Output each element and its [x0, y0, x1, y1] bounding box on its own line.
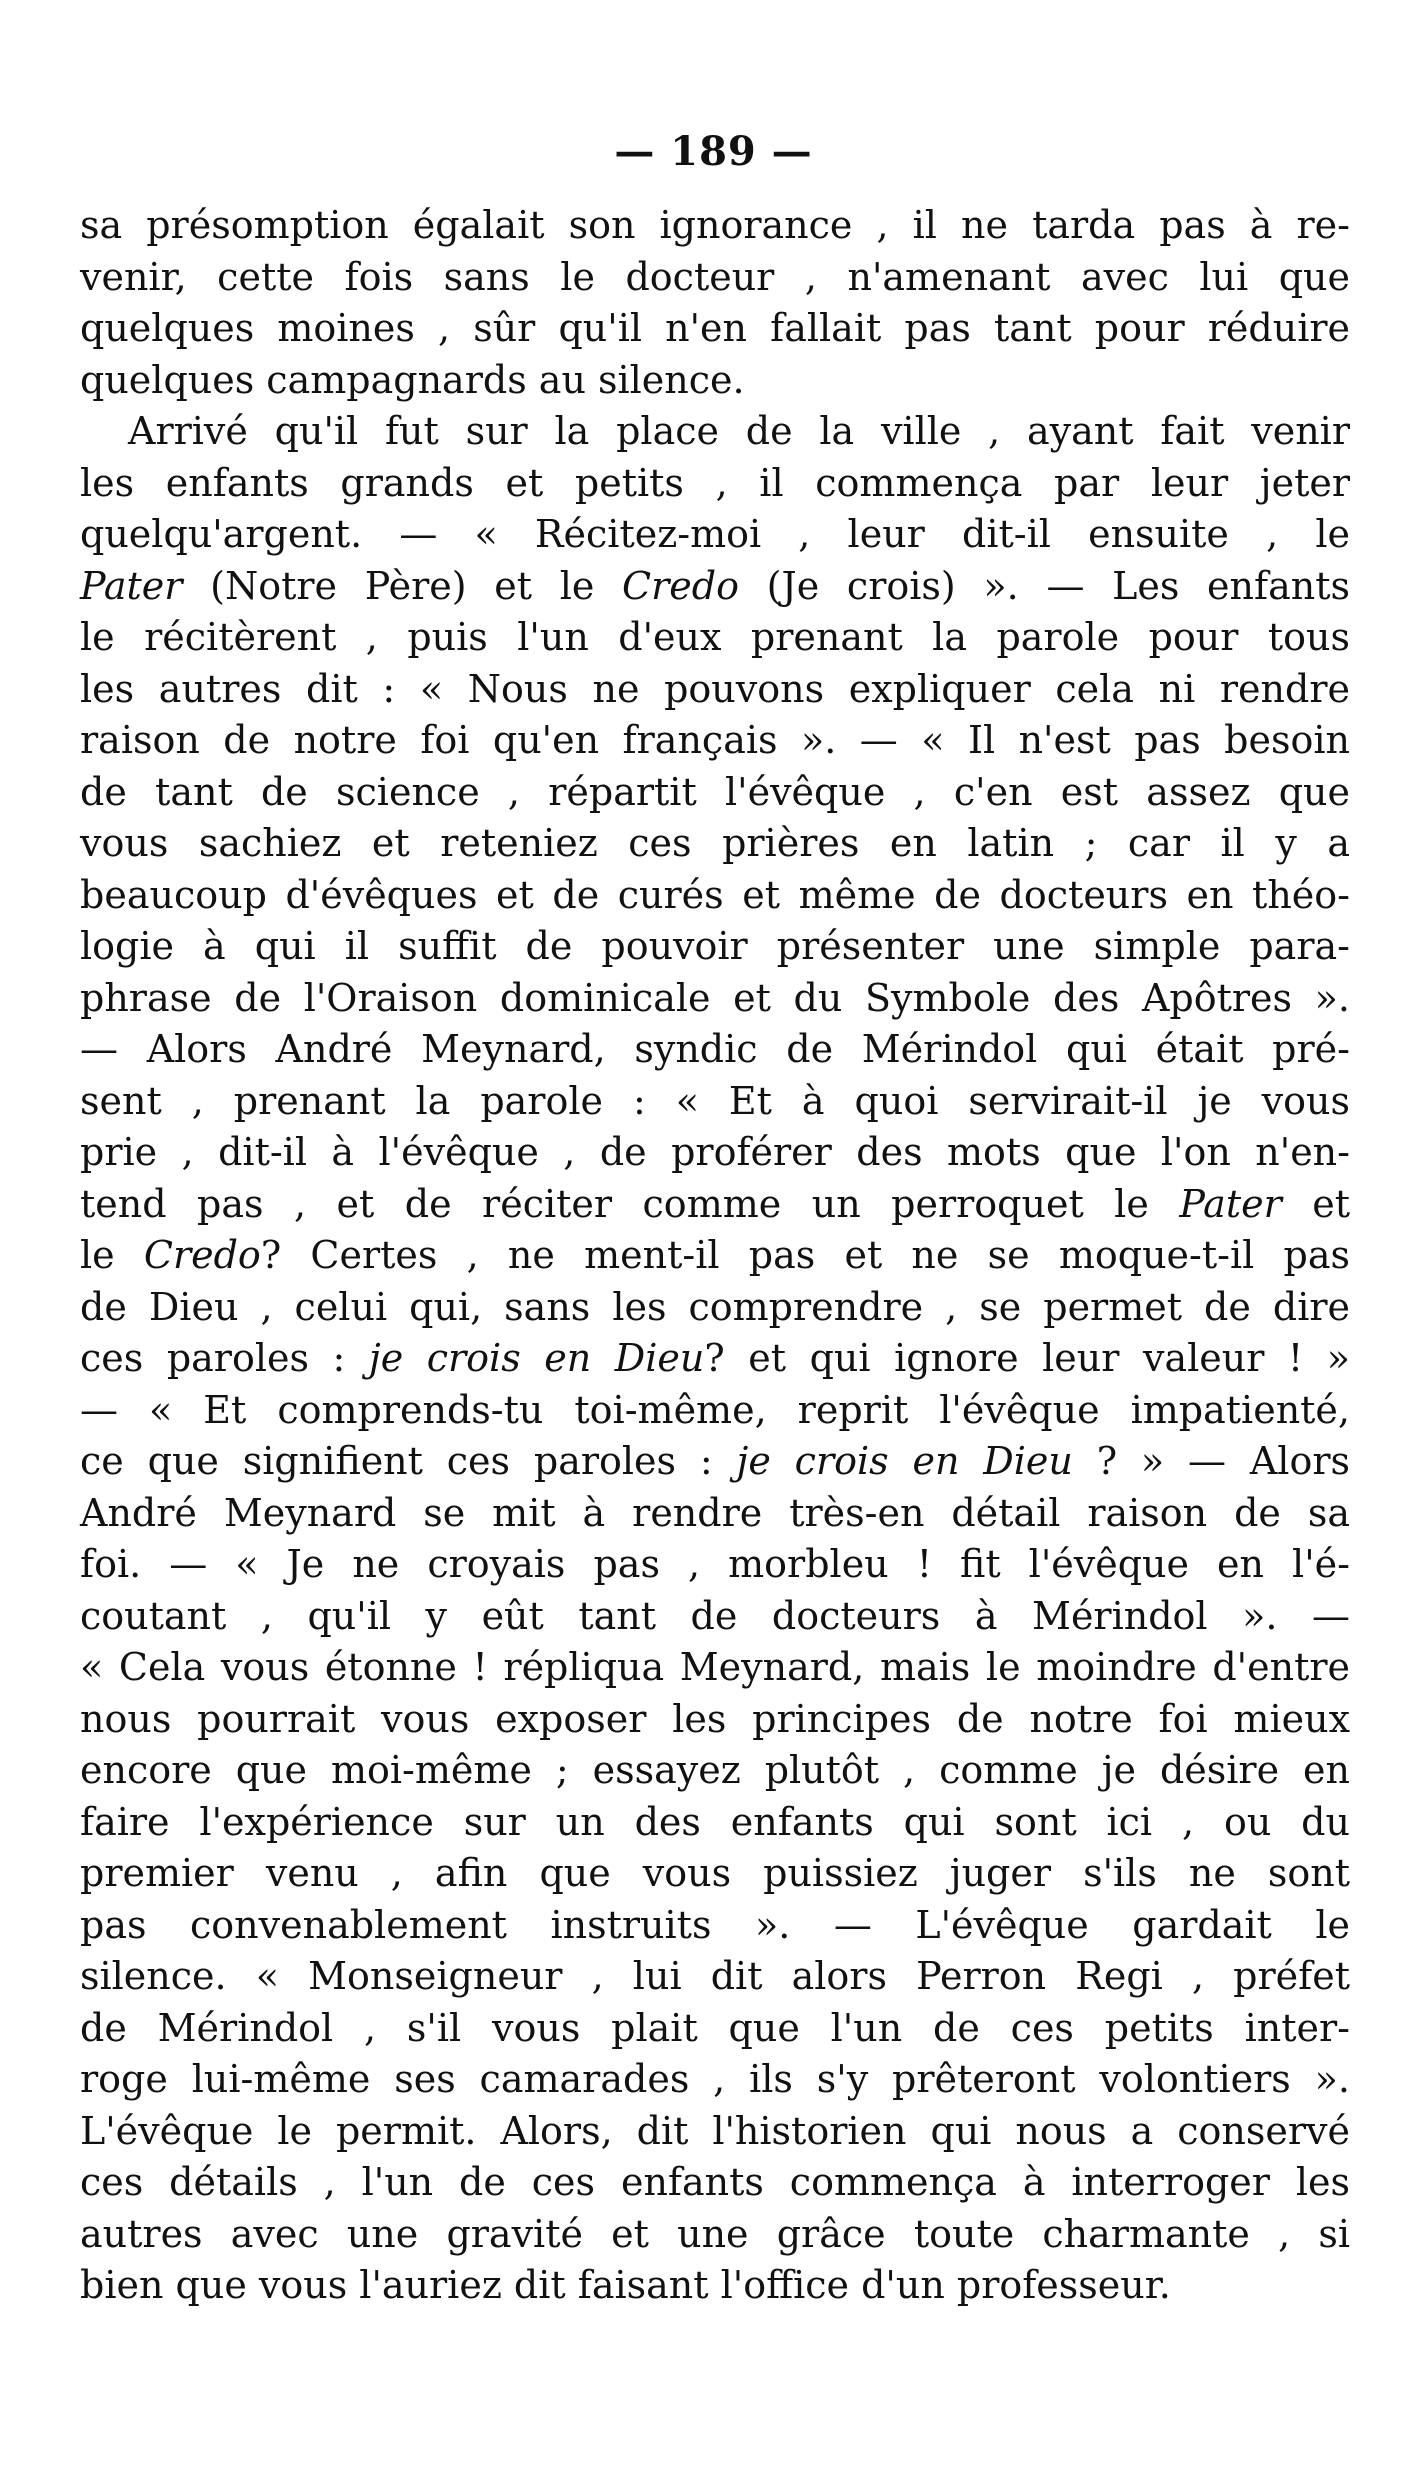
text-line: « Cela vous étonne ! répliqua Meynard, mais le moindre d'entre	[80, 1645, 1350, 1689]
text-line: nous pourrait vous exposer les principes de notre foi mieux	[80, 1696, 1350, 1741]
text-line: foi. — « Je ne croyais pas , morbleu ! fit l'évêque en l'é-	[80, 1542, 1350, 1586]
text-line: coutant , qu'il y eût tant de docteurs à Mérindol ». —	[80, 1593, 1350, 1638]
text-line: — Alors André Meynard, syndic de Mérindol qui était pré-	[80, 1027, 1350, 1071]
text-line: sa présomption égalait son ignorance , il ne tarda pas à re-	[80, 203, 1350, 247]
body-text	[80, 200, 1350, 2312]
text-line: silence. « Monseigneur , lui dit alors Perron Regi , préfet	[80, 1954, 1350, 1998]
text-line: encore que moi-même ; essayez plutôt , comme je désire en	[80, 1748, 1350, 1792]
text-line: ces détails , l'un de ces enfants commença à interroger les	[80, 2160, 1350, 2204]
text-line: roge lui-même ses camarades , ils s'y prêteront volontiers ».	[80, 2057, 1350, 2101]
text-line: tend pas , et de réciter comme un perroquet le Pater et	[80, 1181, 1350, 1226]
text-line: le Credo? Certes , ne ment-il pas et ne se moque-t-il pas	[80, 1233, 1350, 1277]
text-line: raison de notre foi qu'en français ». — « Il n'est pas besoin	[80, 718, 1350, 762]
text-line: faire l'expérience sur un des enfants qui sont ici , ou du	[80, 1799, 1350, 1844]
text-line: vous sachiez et reteniez ces prières en latin ; car il y a	[80, 821, 1350, 865]
text-line: les enfants grands et petits , il commença par leur jeter	[80, 460, 1350, 505]
text-line: de Dieu , celui qui, sans les comprendre , se permet de dire	[80, 1284, 1350, 1329]
text-line: logie à qui il suffit de pouvoir présenter une simple para-	[80, 924, 1350, 968]
text-line: autres avec une gravité et une grâce toute charmante , si	[80, 2211, 1350, 2256]
text-line: pas convenablement instruits ». — L'évêque gardait le	[80, 1902, 1350, 1947]
text-line: venir, cette fois sans le docteur , n'amenant avec lui que	[80, 254, 1350, 299]
text-line: quelques campagnards au silence.	[80, 357, 745, 402]
text-line: L'évêque le permit. Alors, dit l'historien qui nous a conservé	[80, 2108, 1350, 2153]
text-line: ce que signifient ces paroles : je crois en Dieu ? » — Alors	[80, 1439, 1351, 1483]
text-line: — « Et comprends-tu toi-même, reprit l'évêque impatienté,	[80, 1387, 1350, 1432]
text-line: beaucoup d'évêques et de curés et même de docteurs en théo-	[80, 872, 1350, 917]
text-line: Arrivé qu'il fut sur la place de la ville , ayant fait venir	[128, 409, 1350, 453]
text-line: quelques moines , sûr qu'il n'en fallait pas tant pour réduire	[80, 306, 1350, 350]
text-line: André Meynard se mit à rendre très-en détail raison de sa	[80, 1490, 1350, 1535]
page-number: — 189 —	[614, 128, 813, 175]
text-line: de tant de science , répartit l'évêque , c'en est assez que	[80, 769, 1350, 814]
text-line: quelqu'argent. — « Récitez-moi , leur dit-il ensuite , le	[80, 512, 1350, 556]
text-line: le récitèrent , puis l'un d'eux prenant la parole pour tous	[80, 615, 1350, 659]
text-line: phrase de l'Oraison dominicale et du Symbole des Apôtres ».	[80, 975, 1350, 1020]
text-line: sent , prenant la parole : « Et à quoi servirait-il je vous	[80, 1078, 1350, 1123]
text-line: premier venu , afin que vous puissiez juger s'ils ne sont	[80, 1851, 1350, 1895]
text-line: prie , dit-il à l'évêque , de proférer des mots que l'on n'en-	[80, 1130, 1350, 1174]
text-line: de Mérindol , s'il vous plait que l'un de ces petits inter-	[80, 2005, 1350, 2050]
text-line: bien que vous l'auriez dit faisant l'office d'un professeur.	[80, 2263, 1171, 2307]
text-line: les autres dit : « Nous ne pouvons expliquer cela ni rendre	[80, 666, 1350, 711]
text-line: ces paroles : je crois en Dieu? et qui ignore leur valeur ! »	[80, 1336, 1350, 1380]
text-line: Pater (Notre Père) et le Credo (Je crois) ». — Les enfants	[80, 563, 1350, 608]
